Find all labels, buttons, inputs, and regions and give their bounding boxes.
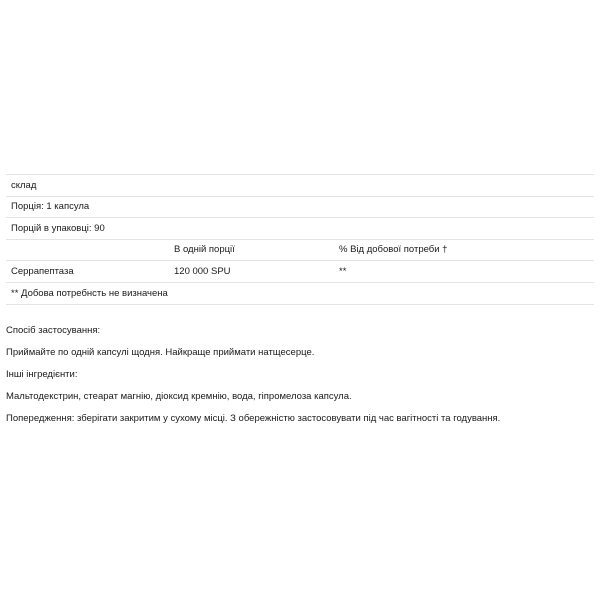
warning-text: Попередження: зберігати закритим у сухому місці. З обережністю застосовувати під час вагітності та годування. [6, 413, 501, 424]
ingredient-name: Серрапептаза [6, 261, 169, 283]
header-daily-value: % Від добової потреби † [334, 239, 594, 261]
method-heading: Спосіб застосування: [6, 325, 101, 336]
other-ingredients-heading: Інші інгредієнти: [6, 369, 78, 380]
servings-per-container: Порцій в упаковці: 90 [6, 218, 594, 240]
facts-title: склад [6, 175, 594, 197]
facts-header-row [6, 239, 594, 261]
ingredient-amount: 120 000 SPU [169, 261, 334, 283]
method-text: Приймайте по одній капсулі щодня. Найкраще приймати натщесерце. [6, 347, 315, 358]
servings-per-container-row [6, 218, 594, 240]
other-ingredients-text: Мальтодекстрин, стеарат магнію, діоксид кремнію, вода, гіпромелоза капсула. [6, 391, 352, 402]
ingredient-daily-value: ** [334, 261, 594, 283]
supplement-facts-table [6, 174, 594, 305]
facts-footnote: ** Добова потребнсть не визначена [6, 282, 594, 305]
ingredient-row [6, 261, 594, 283]
serving-size-row [6, 196, 594, 218]
facts-title-row [6, 175, 594, 197]
serving-size: Порція: 1 капсула [6, 196, 594, 218]
header-per-serving: В одній порції [169, 239, 334, 261]
footnote-row [6, 282, 594, 305]
header-empty-cell [6, 239, 169, 261]
usage-section [6, 320, 594, 430]
